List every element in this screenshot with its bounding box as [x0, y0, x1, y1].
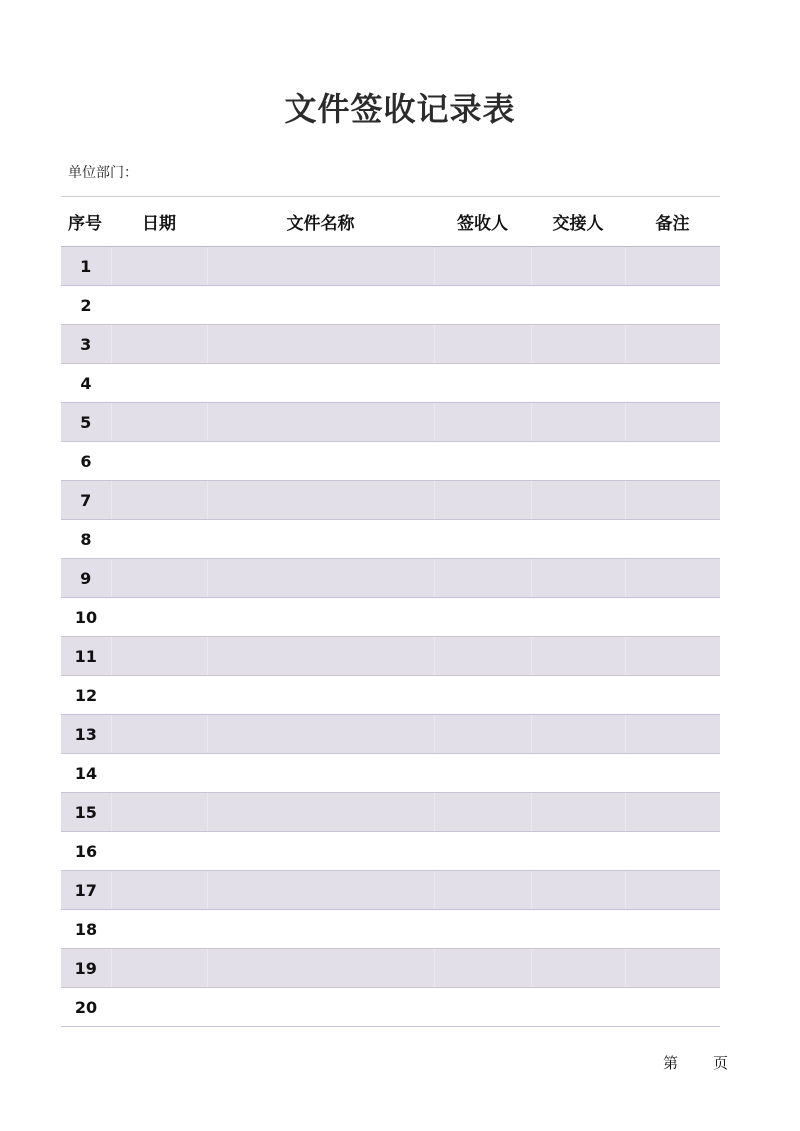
table-cell[interactable] [207, 988, 434, 1027]
table-cell[interactable] [625, 832, 720, 871]
table-cell[interactable] [111, 637, 207, 676]
table-cell[interactable] [434, 715, 531, 754]
sign-record-table [61, 196, 720, 1027]
row-serial: 13 [61, 715, 111, 754]
table-cell[interactable] [531, 442, 625, 481]
table-cell[interactable] [434, 325, 531, 364]
table-cell[interactable] [531, 715, 625, 754]
row-serial: 7 [61, 481, 111, 520]
table-cell[interactable] [111, 793, 207, 832]
table-row [61, 988, 720, 1027]
table-cell[interactable] [434, 832, 531, 871]
row-serial: 9 [61, 559, 111, 598]
table-cell[interactable] [434, 247, 531, 286]
table-cell[interactable] [111, 442, 207, 481]
table-cell[interactable] [111, 286, 207, 325]
table-cell[interactable] [434, 988, 531, 1027]
table-cell[interactable] [111, 520, 207, 559]
table-cell[interactable] [111, 910, 207, 949]
table-row [61, 286, 720, 325]
table-row [61, 247, 720, 286]
table-cell[interactable] [625, 676, 720, 715]
header-serial: 序号 [61, 197, 111, 247]
table-cell[interactable] [207, 559, 434, 598]
table-cell[interactable] [111, 598, 207, 637]
table-cell[interactable] [531, 637, 625, 676]
table-cell[interactable] [111, 949, 207, 988]
row-serial: 6 [61, 442, 111, 481]
table-cell[interactable] [625, 247, 720, 286]
table-cell[interactable] [531, 247, 625, 286]
table-cell[interactable] [625, 325, 720, 364]
table-cell[interactable] [434, 949, 531, 988]
table-cell[interactable] [207, 793, 434, 832]
table-cell[interactable] [625, 949, 720, 988]
table-cell[interactable] [111, 832, 207, 871]
table-cell[interactable] [625, 364, 720, 403]
table-cell[interactable] [434, 559, 531, 598]
table-cell[interactable] [207, 676, 434, 715]
table-cell[interactable] [531, 793, 625, 832]
table-row [61, 754, 720, 793]
row-serial: 5 [61, 403, 111, 442]
table-row [61, 442, 720, 481]
table-row [61, 520, 720, 559]
header-date: 日期 [111, 197, 207, 247]
table-cell[interactable] [207, 598, 434, 637]
row-serial: 15 [61, 793, 111, 832]
row-serial: 12 [61, 676, 111, 715]
table-cell[interactable] [207, 832, 434, 871]
table-cell[interactable] [434, 364, 531, 403]
row-serial: 18 [61, 910, 111, 949]
table-cell[interactable] [434, 286, 531, 325]
table-cell[interactable] [434, 910, 531, 949]
table-cell[interactable] [531, 520, 625, 559]
table-cell[interactable] [434, 403, 531, 442]
table-cell[interactable] [111, 559, 207, 598]
table-cell[interactable] [625, 559, 720, 598]
table-cell[interactable] [111, 247, 207, 286]
department-label: 单位部门： [68, 165, 138, 181]
row-serial: 8 [61, 520, 111, 559]
table-cell[interactable] [111, 676, 207, 715]
table-cell[interactable] [531, 949, 625, 988]
table-cell[interactable] [434, 598, 531, 637]
table-cell[interactable] [111, 988, 207, 1027]
row-serial: 14 [61, 754, 111, 793]
row-serial: 11 [61, 637, 111, 676]
header-receiver: 签收人 [434, 197, 531, 247]
row-serial: 1 [61, 247, 111, 286]
row-serial: 3 [61, 325, 111, 364]
table-cell[interactable] [531, 871, 625, 910]
table-cell[interactable] [531, 676, 625, 715]
row-serial: 20 [61, 988, 111, 1027]
footer-page-suffix: 页 [713, 1054, 729, 1072]
table-cell[interactable] [207, 715, 434, 754]
table-row [61, 676, 720, 715]
table-cell[interactable] [434, 871, 531, 910]
table-cell[interactable] [111, 481, 207, 520]
table-cell[interactable] [531, 481, 625, 520]
row-serial: 10 [61, 598, 111, 637]
table-cell[interactable] [207, 949, 434, 988]
table-cell[interactable] [434, 520, 531, 559]
table-cell[interactable] [531, 598, 625, 637]
table-cell[interactable] [625, 442, 720, 481]
table-cell[interactable] [531, 988, 625, 1027]
table-row [61, 871, 720, 910]
table-cell[interactable] [207, 481, 434, 520]
table-row [61, 637, 720, 676]
table-cell[interactable] [625, 871, 720, 910]
table-cell[interactable] [111, 403, 207, 442]
row-serial: 17 [61, 871, 111, 910]
table-header-row [61, 197, 720, 247]
table-cell[interactable] [625, 403, 720, 442]
table-cell[interactable] [531, 754, 625, 793]
table-cell[interactable] [111, 325, 207, 364]
table-row [61, 325, 720, 364]
header-remarks: 备注 [625, 197, 720, 247]
table-cell[interactable] [434, 637, 531, 676]
page-title: 文件签收记录表 [284, 90, 516, 128]
table-cell[interactable] [207, 754, 434, 793]
table-cell[interactable] [434, 481, 531, 520]
table-cell[interactable] [434, 676, 531, 715]
table-cell[interactable] [434, 793, 531, 832]
table-cell[interactable] [434, 442, 531, 481]
row-serial: 16 [61, 832, 111, 871]
table-cell[interactable] [531, 286, 625, 325]
table-cell[interactable] [111, 754, 207, 793]
table-cell[interactable] [625, 715, 720, 754]
table-cell[interactable] [625, 481, 720, 520]
table-cell[interactable] [207, 910, 434, 949]
table-cell[interactable] [625, 637, 720, 676]
table-cell[interactable] [625, 988, 720, 1027]
table-cell[interactable] [434, 754, 531, 793]
table-cell[interactable] [531, 832, 625, 871]
table-cell[interactable] [207, 286, 434, 325]
table-cell[interactable] [111, 715, 207, 754]
table-cell[interactable] [207, 637, 434, 676]
table-cell[interactable] [531, 403, 625, 442]
row-serial: 4 [61, 364, 111, 403]
table-cell[interactable] [207, 325, 434, 364]
table-row [61, 910, 720, 949]
table-row [61, 403, 720, 442]
table-cell[interactable] [531, 910, 625, 949]
table-row [61, 832, 720, 871]
table-cell[interactable] [111, 871, 207, 910]
table-cell[interactable] [625, 793, 720, 832]
table-cell[interactable] [207, 871, 434, 910]
table-cell[interactable] [531, 364, 625, 403]
table-row [61, 559, 720, 598]
table-cell[interactable] [531, 325, 625, 364]
footer-page-prefix: 第 [663, 1054, 679, 1072]
header-file-name: 文件名称 [207, 197, 434, 247]
table-row [61, 364, 720, 403]
table-row [61, 481, 720, 520]
table-row [61, 598, 720, 637]
table-cell[interactable] [207, 247, 434, 286]
table-cell[interactable] [111, 364, 207, 403]
table-cell[interactable] [625, 598, 720, 637]
table-row [61, 715, 720, 754]
table-cell[interactable] [625, 520, 720, 559]
row-serial: 2 [61, 286, 111, 325]
header-handover: 交接人 [531, 197, 625, 247]
table-cell[interactable] [531, 559, 625, 598]
table-cell[interactable] [207, 442, 434, 481]
row-serial: 19 [61, 949, 111, 988]
table-cell[interactable] [625, 286, 720, 325]
table-row [61, 793, 720, 832]
table-cell[interactable] [207, 520, 434, 559]
table-cell[interactable] [625, 754, 720, 793]
table-cell[interactable] [625, 910, 720, 949]
table-cell[interactable] [207, 403, 434, 442]
table-row [61, 949, 720, 988]
table-cell[interactable] [207, 364, 434, 403]
